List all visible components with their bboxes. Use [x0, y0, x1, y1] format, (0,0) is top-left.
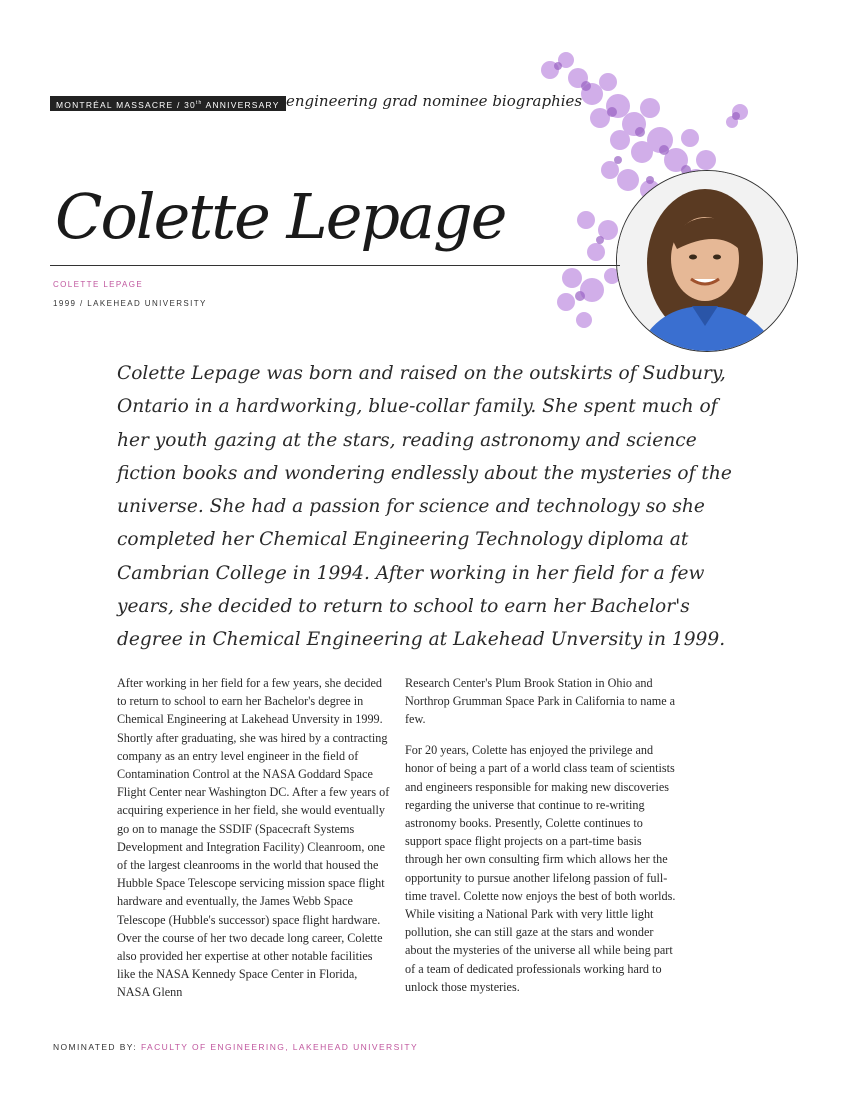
portrait-photo [616, 170, 798, 352]
body-paragraph-right-1: Research Center's Plum Brook Station in Ohio and Northrop Grumman Space Park in California to name a few. [405, 676, 676, 727]
lead-paragraph: Colette Lepage was born and raised on the outskirts of Sudbury, Ontario in a hardworking, blue-collar family. She spent much of her youth gazing at the stars, reading astronomy and science fiction books and wondering endlessly about the mysteries of the universe. She had a passion for science and technology so she completed her Chemical Engineering Technology diploma at Cambrian College in 1994. After working in her field for a few years, she decided to return to school to earn her Bachelor's degree in Chemical Engineering at Lakehead Unversity in 1999. [117, 363, 732, 651]
title-divider [50, 265, 620, 266]
body-column-left [117, 674, 392, 1002]
page-title: Colette Lepage [55, 180, 506, 253]
anniversary-tag-right: ANNIVERSARY [202, 99, 280, 110]
body-column-right [405, 674, 680, 996]
body-paragraph-left: After working in her field for a few years, she decided to return to school to earn her Bachelor's degree in Chemical Engineering at Lakehead Unversity in 1999. Shortly after graduating, she was hired by a contracting company as an entry level engineer in the field of Contamination Control at the NASA Goddard Space Flight Center near Washington DC. After a few years of acquiring experience in her field, she would eventually go on to manage the SSDIF (Spacecraft Systems Development and Integration Facility) Cleanroom, one of the largest cleanrooms in the world that housed the Hubble Space Telescope servicing mission space flight hardware and eventually, the James Webb Space Telescope (Hubble's successor) space flight hardware. Over the course of her two decade long career, Colette also provided her expertise at other notable facilities like the NASA Kennedy Space Center in Florida, NASA Glenn [117, 676, 390, 1000]
nominee-name: COLETTE LEPAGE [53, 280, 144, 289]
body-paragraph-right-2: For 20 years, Colette has enjoyed the privilege and honor of being a part of a world class team of scientists and engineers responsible for making new discoveries regarding the universe that continue to re-writing astronomy books. Presently, Colette continues to support space flight projects on a part-time basis through her own consulting firm which allows her the opportunity to pursue another lifelong passion of full-time travel. Colette now enjoys the best of both worlds. While visiting a National Park with very little light pollution, she can still gaze at the stars and wonder about the mysteries of the universe all while being part of a team of dedicated professionals working hard to unlock those mysteries. [405, 743, 676, 994]
nominator: FACULTY OF ENGINEERING, LAKEHEAD UNIVERSITY [140, 1042, 419, 1052]
header-subtitle: engineering grad nominee biographies [286, 92, 583, 110]
graduation-info: 1999 / LAKEHEAD UNIVERSITY [53, 299, 207, 308]
anniversary-tag [50, 96, 286, 111]
anniversary-tag-sup: th [195, 100, 203, 106]
anniversary-tag-left: MONTRÉAL MASSACRE / 30 [56, 99, 196, 110]
nominated-by-label: NOMINATED BY: [53, 1042, 141, 1052]
nominated-by [53, 1042, 418, 1052]
